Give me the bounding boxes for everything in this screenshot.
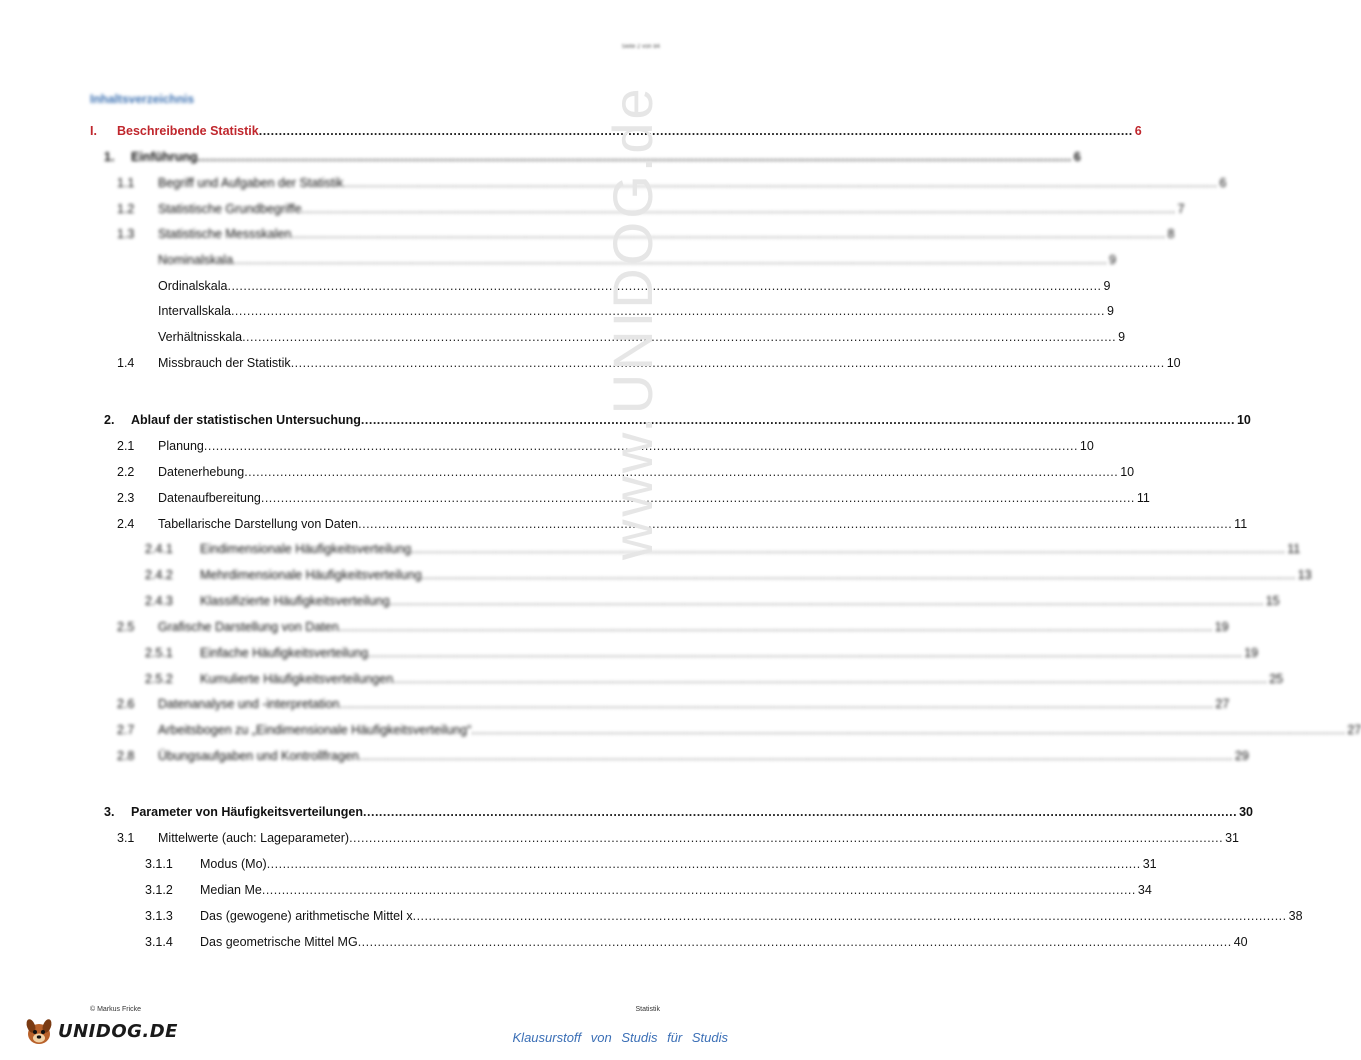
toc-entry-page: 10 (1166, 356, 1181, 370)
toc-entry-title: Statistische Grundbegriffe (158, 202, 302, 216)
toc-leader-dots: ............................................................................................................................................................................................................................ (471, 723, 1346, 737)
toc-entry-number: 2.2 (117, 465, 135, 479)
toc-entry-title: Kumulierte Häufigkeitsverteilungen (200, 672, 394, 686)
toc-leader-dots: ............................................................................................................................................................................................................................ (258, 124, 1133, 138)
toc-entry-number: 1.2 (117, 202, 135, 216)
toc-entry[interactable] (0, 932, 1248, 952)
toc-entry-number: 3.1.4 (145, 935, 173, 949)
toc-leader-dots: ............................................................................................................................................................................................................................ (363, 805, 1238, 819)
toc-entry-page: 11 (1287, 542, 1301, 556)
toc-entry-page: 19 (1244, 646, 1259, 660)
toc-entry-page: 31 (1142, 857, 1157, 871)
toc-entry-page: 29 (1234, 749, 1249, 763)
toc-entry-page: 11 (1136, 491, 1150, 505)
toc-entry[interactable] (0, 802, 1253, 822)
toc-entry-number: 2.4.3 (145, 594, 173, 608)
toc-entry-page: 27 (1347, 723, 1361, 737)
toc-entry-title: Parameter von Häufigkeitsverteilungen (131, 805, 364, 819)
toc-entry-number: 2.5.1 (145, 646, 173, 660)
toc-entry-title: Das geometrische Mittel MG (200, 935, 358, 949)
toc-entry-number: 1.4 (117, 356, 135, 370)
toc-leader-dots: ............................................................................................................................................................................................................................ (358, 517, 1233, 531)
toc-entry[interactable] (0, 565, 1312, 585)
toc-entry-number: 3.1.1 (145, 857, 173, 871)
toc-entry-number: 2.1 (117, 439, 135, 453)
toc-entry-title: Beschreibende Statistik (117, 124, 259, 138)
toc-leader-dots: ............................................................................................................................................................................................................................ (197, 150, 1072, 164)
toc-leader-dots: ............................................................................................................................................................................................................................ (421, 568, 1296, 582)
toc-leader-dots: ............................................................................................................................................................................................................................ (357, 935, 1232, 949)
toc-leader-dots: ............................................................................................................................................................................................................................ (261, 883, 1136, 897)
toc-entry-page: 8 (1167, 227, 1175, 241)
toc-entry[interactable] (0, 591, 1280, 611)
toc-entry-page: 11 (1234, 517, 1248, 531)
toc-leader-dots: ............................................................................................................................................................................................................................ (393, 672, 1268, 686)
toc-entry-title: Nominalskala (158, 253, 234, 267)
toc-leader-dots: ............................................................................................................................................................................................................................ (233, 253, 1108, 267)
toc-entry-page: 9 (1109, 253, 1117, 267)
toc-leader-dots: ............................................................................................................................................................................................................................ (266, 857, 1141, 871)
toc-entry-number: 3. (104, 805, 115, 819)
toc-entry-page: 25 (1269, 672, 1284, 686)
toc-entry[interactable] (0, 880, 1152, 900)
toc-entry-page: 13 (1297, 568, 1312, 582)
dog-icon (22, 1014, 56, 1048)
toc-entry-page: 9 (1107, 304, 1114, 318)
watermark: www.UNIDOG.de (601, 85, 664, 560)
toc-entry-page: 27 (1215, 697, 1230, 711)
toc-entry-title: Datenanalyse und -interpretation (158, 697, 340, 711)
toc-entry[interactable] (0, 720, 1361, 740)
toc-entry-number: 3.1.3 (145, 909, 173, 923)
toc-entry[interactable] (0, 617, 1229, 637)
toc-entry[interactable] (0, 828, 1240, 848)
toc-entry-page: 34 (1137, 883, 1152, 897)
toc-entry-title: Median Me (200, 883, 262, 897)
toc-entry-title: Datenerhebung (158, 465, 245, 479)
toc-leader-dots: ............................................................................................................................................................................................................................ (339, 697, 1214, 711)
toc-entry-number: 2.5 (117, 620, 135, 634)
toc-entry-title: Grafische Darstellung von Daten (158, 620, 339, 634)
page-number-header: Seite 2 von 84 (621, 44, 660, 50)
toc-entry-page: 10 (1120, 465, 1135, 479)
toc-entry-title: Datenaufbereitung (158, 491, 261, 505)
toc-leader-dots: ............................................................................................................................................................................................................................ (349, 831, 1224, 845)
toc-leader-dots: ............................................................................................................................................................................................................................ (203, 439, 1078, 453)
toc-leader-dots: ............................................................................................................................................................................................................................ (360, 413, 1235, 427)
toc-entry[interactable] (0, 854, 1157, 874)
toc-entry-number: 2. (104, 413, 115, 427)
toc-entry-title: Mittelwerte (auch: Lageparameter) (158, 831, 350, 845)
toc-entry-page: 10 (1079, 439, 1094, 453)
toc-leader-dots: ............................................................................................................................................................................................................................ (411, 542, 1286, 556)
toc-entry-title: Statistische Messskalen (158, 227, 292, 241)
toc-entry-title: Intervallskala (158, 304, 231, 318)
toc-entry-number: 2.7 (117, 723, 135, 737)
unidog-logo[interactable] (22, 1014, 178, 1048)
toc-entry-title: Verhältnisskala (158, 330, 243, 344)
toc-leader-dots: ............................................................................................................................................................................................................................ (242, 330, 1117, 344)
toc-entry-number: I. (90, 124, 97, 138)
toc-entry-title: Ablauf der statistischen Untersuchung (131, 413, 361, 427)
toc-leader-dots: ............................................................................................................................................................................................................................ (412, 909, 1287, 923)
toc-entry-title: Klassifizierte Häufigkeitsverteilung (200, 594, 390, 608)
toc-leader-dots: ............................................................................................................................................................................................................................ (290, 356, 1165, 370)
toc-leader-dots: ............................................................................................................................................................................................................................ (389, 594, 1264, 608)
logo-text: UNIDOG.DE (58, 1020, 178, 1042)
tagline: Klausurstoff von Studis für Studis (512, 1030, 728, 1045)
toc-entry-page: 38 (1288, 909, 1303, 923)
toc-entry-title: Das (gewogene) arithmetische Mittel x (200, 909, 413, 923)
toc-entry[interactable] (0, 694, 1230, 714)
toc-leader-dots: ............................................................................................................................................................................................................................ (244, 465, 1119, 479)
toc-entry-page: 40 (1233, 935, 1248, 949)
toc-entry[interactable] (0, 669, 1284, 689)
toc-entry-number: 3.1.2 (145, 883, 173, 897)
toc-entry-page: 7 (1177, 202, 1185, 216)
toc-entry-number: 2.5.2 (145, 672, 173, 686)
toc-entry-number: 2.4.2 (145, 568, 173, 582)
toc-entry-page: 30 (1239, 805, 1253, 819)
toc-entry-number: 3.1 (117, 831, 135, 845)
toc-entry-page: 10 (1236, 413, 1251, 427)
toc-leader-dots: ............................................................................................................................................................................................................................ (291, 227, 1166, 241)
toc-entry-number: 2.4 (117, 517, 135, 531)
toc-entry[interactable] (0, 906, 1303, 926)
footer-subject: Statistik (635, 1006, 660, 1013)
toc-entry-number: 1.3 (117, 227, 135, 241)
toc-leader-dots: ............................................................................................................................................................................................................................ (343, 176, 1218, 190)
toc-entry[interactable] (0, 643, 1259, 663)
toc-leader-dots: ............................................................................................................................................................................................................................ (358, 749, 1233, 763)
toc-entry-page: 6 (1219, 176, 1227, 190)
toc-leader-dots: ............................................................................................................................................................................................................................ (227, 279, 1102, 293)
toc-entry[interactable] (0, 746, 1249, 766)
toc-entry-title: Eindimensionale Häufigkeitsverteilung (200, 542, 412, 556)
toc-entry-page: 15 (1265, 594, 1280, 608)
toc-leader-dots: ............................................................................................................................................................................................................................ (230, 304, 1105, 318)
footer-author: © Markus Fricke (90, 1006, 142, 1013)
toc-entry-number: 2.6 (117, 697, 135, 711)
toc-entry-page: 9 (1103, 279, 1111, 293)
toc-entry-title: Arbeitsbogen zu „Eindimensionale Häufigkeitsverteilung“ (158, 723, 472, 737)
toc-entry-title: Einführung (131, 150, 198, 164)
toc-entry-page: 31 (1225, 831, 1240, 845)
toc-entry-title: Begriff und Aufgaben der Statistik (158, 176, 344, 190)
toc-entry-title: Mehrdimensionale Häufigkeitsverteilung (200, 568, 422, 582)
toc-entry-page: 19 (1214, 620, 1229, 634)
toc-entry-title: Missbrauch der Statistik (158, 356, 291, 370)
toc-entry-title: Einfache Häufigkeitsverteilung (200, 646, 369, 660)
toc-title: Inhaltsverzeichnis (90, 92, 195, 106)
toc-entry-page: 6 (1073, 150, 1081, 164)
toc-leader-dots: ............................................................................................................................................................................................................................ (338, 620, 1213, 634)
toc-entry-page: 9 (1118, 330, 1126, 344)
toc-entry-number: 2.3 (117, 491, 135, 505)
toc-entry-title: Modus (Mo) (200, 857, 267, 871)
toc-leader-dots: ............................................................................................................................................................................................................................ (301, 202, 1176, 216)
toc-entry-number: 1.1 (117, 176, 135, 190)
toc-entry-number: 1. (104, 150, 115, 164)
toc-entry-number: 2.8 (117, 749, 135, 763)
toc-entry-number: 2.4.1 (145, 542, 173, 556)
toc-entry-title: Planung (158, 439, 204, 453)
toc-entry-title: Ordinalskala (158, 279, 228, 293)
toc-entry-page: 6 (1134, 124, 1142, 138)
toc-entry-title: Übungsaufgaben und Kontrollfragen (158, 749, 359, 763)
toc-leader-dots: ............................................................................................................................................................................................................................ (260, 491, 1135, 505)
toc-entry-title: Tabellarische Darstellung von Daten (158, 517, 359, 531)
toc-leader-dots: ............................................................................................................................................................................................................................ (368, 646, 1243, 660)
